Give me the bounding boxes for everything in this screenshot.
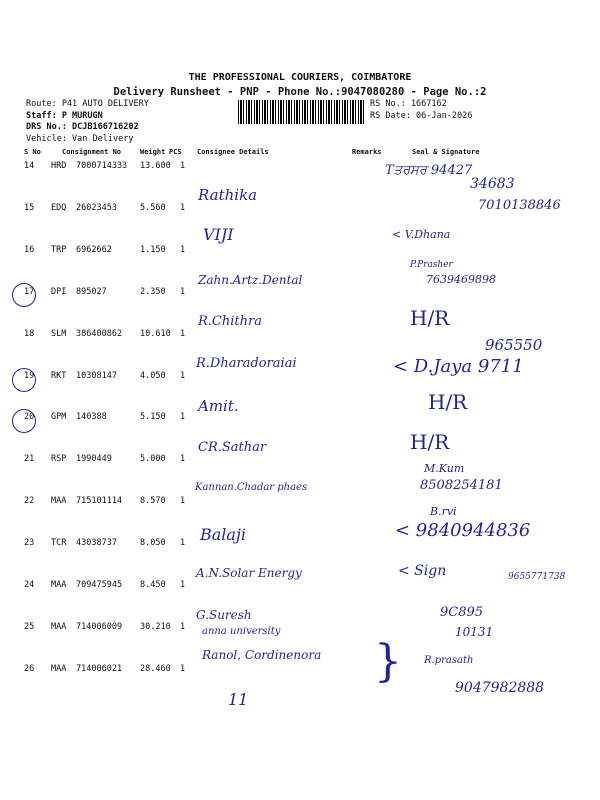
hw-signature: 7639469898 [426, 273, 496, 286]
runsheet-title: Delivery Runsheet - PNP - Phone No.:9047080280 - Page No.:2 [113, 86, 487, 98]
hw-signature: 10131 [455, 625, 494, 639]
hw-consignee: Rathika [198, 186, 258, 204]
circle-mark [12, 409, 36, 433]
row-pcs: 1 [180, 161, 186, 171]
brace-mark: } [374, 636, 402, 687]
hw-consignee: Kannan.Chadar phaes [195, 482, 308, 493]
row-code: RKT [51, 371, 67, 381]
hw-signature: 7010138846 [478, 198, 561, 213]
row-pcs: 1 [180, 412, 186, 422]
row-sno: 22 [24, 496, 35, 506]
row-code: EDQ [51, 203, 67, 213]
col-consignee: Consignee Details [197, 148, 269, 156]
hw-signature: < D.Jaya 9711 [393, 356, 524, 377]
row-pcs: 1 [180, 496, 186, 506]
row-weight: 8.570 [140, 496, 166, 506]
hw-signature: 8508254181 [420, 478, 503, 493]
circle-mark [12, 368, 36, 392]
col-remarks: Remarks [352, 148, 382, 156]
row-sno: 17 [24, 287, 35, 297]
hw-consignee: R.Dharadoraiai [196, 356, 297, 371]
row-sno: 26 [24, 664, 35, 674]
row-pcs: 1 [180, 622, 186, 632]
row-weight: 5.560 [140, 203, 166, 213]
row-sno: 14 [24, 161, 35, 171]
row-pcs: 1 [180, 538, 186, 548]
hw-consignee: 11 [228, 690, 249, 709]
hw-consignee: CR.Sathar [198, 440, 267, 455]
row-weight: 5.000 [140, 454, 166, 464]
row-code: GPM [51, 412, 67, 422]
col-weight: Weight [140, 148, 166, 156]
row-sno: 18 [24, 329, 35, 339]
hw-consignee: Amit. [198, 397, 239, 415]
hw-consignee: VIJI [203, 225, 234, 244]
row-consignment-no: 714006009 [76, 622, 123, 632]
hw-signature: Tਤਰਸਰ 94427 [385, 163, 473, 178]
hw-consignee: A.N.Solar Energy [196, 566, 302, 580]
row-code: TCR [51, 538, 67, 548]
hw-signature: H/R [428, 390, 468, 414]
row-consignment-no: 714006021 [76, 664, 123, 674]
hw-signature: < 9840944836 [395, 520, 531, 541]
hw-consignee: anna university [202, 626, 281, 637]
hw-signature: R.prasath [424, 655, 474, 666]
col-seal: Seal & Signature [412, 148, 480, 156]
row-code: TRP [51, 245, 67, 255]
row-weight: 4.050 [140, 371, 166, 381]
row-consignment-no: 10308147 [76, 371, 117, 381]
hw-signature: H/R [410, 306, 450, 330]
row-consignment-no: 709475945 [76, 580, 123, 590]
row-weight: 8.450 [140, 580, 166, 590]
hw-signature: 9C895 [440, 605, 484, 620]
hw-consignee: Zahn.Artz.Dental [198, 273, 303, 287]
hw-signature: H/R [410, 430, 450, 454]
row-sno: 15 [24, 203, 35, 213]
hw-consignee: G.Suresh [196, 608, 252, 622]
row-pcs: 1 [180, 664, 186, 674]
hw-signature: 9655771738 [508, 572, 566, 582]
row-consignment-no: 140388 [76, 412, 107, 422]
row-weight: 5.150 [140, 412, 166, 422]
company-title: THE PROFESSIONAL COURIERS, COIMBATORE [188, 72, 412, 83]
row-consignment-no: 895027 [76, 287, 107, 297]
hw-consignee: Ranol, Cordinenora [202, 648, 322, 662]
row-consignment-no: 7000714333 [76, 161, 128, 171]
row-consignment-no: 26023453 [76, 203, 117, 213]
row-code: DPI [51, 287, 67, 297]
hw-consignee: R.Chithra [198, 314, 262, 329]
row-sno: 19 [24, 371, 35, 381]
row-sno: 25 [24, 622, 35, 632]
col-sno: S No [24, 148, 41, 156]
row-code: RSP [51, 454, 67, 464]
row-weight: 13.600 [140, 161, 171, 171]
row-sno: 20 [24, 412, 35, 422]
drs-label: DRS No.: DCJB166716202 [26, 122, 139, 132]
staff-label: Staff: P MURUGN [26, 110, 103, 121]
row-code: MAA [51, 580, 67, 590]
hw-signature: < V.Dhana [392, 228, 451, 241]
row-code: MAA [51, 622, 67, 632]
hw-signature: B.rvi [430, 505, 457, 518]
row-consignment-no: 1990449 [76, 454, 112, 464]
hw-signature: P.Prasher [410, 260, 453, 270]
row-pcs: 1 [180, 454, 186, 464]
row-weight: 30.210 [140, 622, 171, 632]
row-pcs: 1 [180, 245, 186, 255]
row-code: HRD [51, 161, 67, 171]
row-weight: 2.350 [140, 287, 166, 297]
barcode [238, 100, 364, 124]
row-code: MAA [51, 664, 67, 674]
rs-date: RS Date: 06-Jan-2026 [370, 110, 473, 121]
hw-signature: 34683 [470, 176, 515, 192]
row-pcs: 1 [180, 580, 186, 590]
meta-right [370, 99, 472, 122]
circle-mark [12, 283, 36, 307]
row-consignment-no: 6962662 [76, 245, 112, 255]
row-consignment-no: 715101114 [76, 496, 123, 506]
row-weight: 10.610 [140, 329, 171, 339]
rs-no: RS No.: 1667162 [370, 99, 447, 109]
row-weight: 8.050 [140, 538, 166, 548]
row-pcs: 1 [180, 371, 186, 381]
row-sno: 16 [24, 245, 35, 255]
col-consignment: Consignment No [62, 148, 122, 156]
row-pcs: 1 [180, 329, 186, 339]
row-weight: 1.150 [140, 245, 166, 255]
vehicle-label: Vehicle: Van Delivery [26, 133, 134, 144]
row-pcs: 1 [180, 287, 186, 297]
row-consignment-no: 43038737 [76, 538, 117, 548]
meta-left [26, 99, 149, 145]
row-consignment-no: 386400862 [76, 329, 123, 339]
row-code: MAA [51, 496, 67, 506]
hw-signature: 965550 [485, 336, 543, 354]
row-pcs: 1 [180, 203, 186, 213]
hw-consignee: Balaji [200, 525, 247, 544]
hw-signature: < Sign [398, 563, 447, 579]
col-pcs: PCS [169, 148, 182, 156]
row-code: SLM [51, 329, 67, 339]
route-label: Route: P41 AUTO DELIVERY [26, 99, 149, 109]
row-sno: 21 [24, 454, 35, 464]
hw-signature: 9047982888 [455, 680, 545, 696]
hw-signature: M.Kum [424, 462, 465, 475]
row-weight: 28.460 [140, 664, 171, 674]
row-sno: 24 [24, 580, 35, 590]
row-sno: 23 [24, 538, 35, 548]
